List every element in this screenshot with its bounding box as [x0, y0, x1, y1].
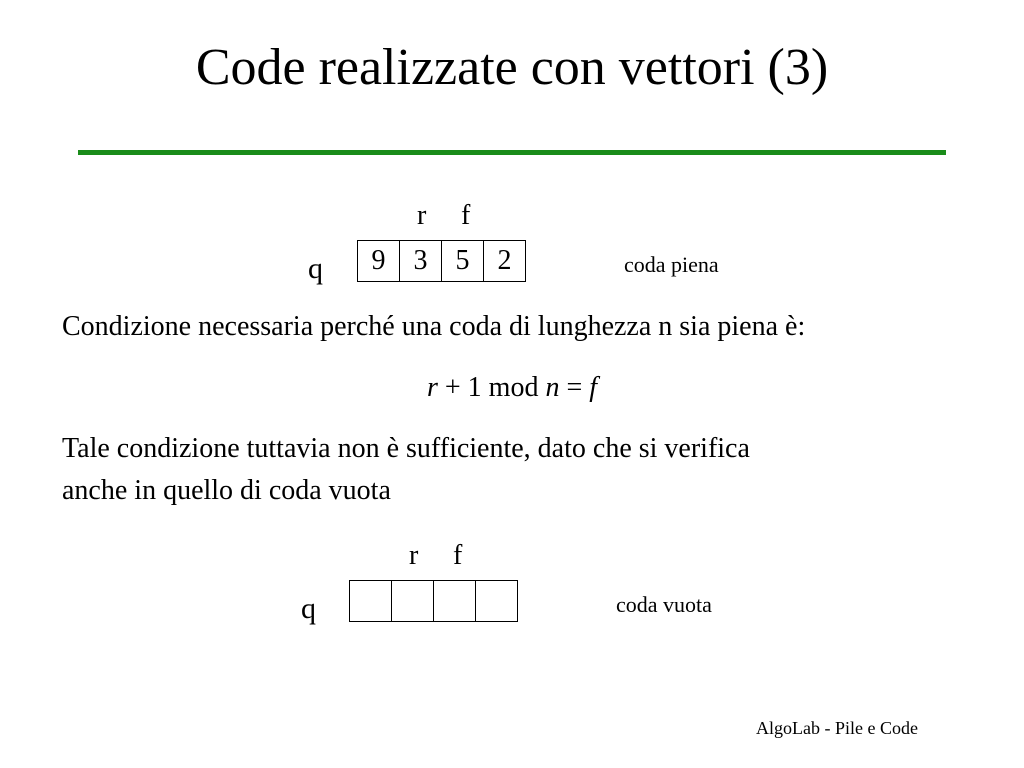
- condition-text: Condizione necessaria perché una coda di lunghezza n sia piena è:: [62, 311, 806, 342]
- array-cell: 9: [358, 241, 400, 281]
- slide-footer: AlgoLab - Pile e Code: [756, 718, 918, 738]
- slide-title: Code realizzate con vettori (3): [195, 39, 829, 96]
- formula-mod: + 1 mod: [437, 372, 546, 403]
- array-cell: 5: [442, 241, 484, 281]
- formula-var-n: n: [545, 372, 560, 403]
- formula-var-f: f: [589, 372, 598, 403]
- paragraph-line-1: Tale condizione tuttavia non è sufficiente, dato che si verifica: [62, 433, 750, 464]
- pointer-f-label: f: [461, 200, 471, 231]
- array-cell: [350, 581, 392, 621]
- pointer-r-label: r: [409, 540, 419, 571]
- queue-label: q: [301, 592, 316, 625]
- queue-label: q: [308, 252, 323, 285]
- array-cell: 2: [497, 245, 512, 276]
- formula-var-r: r: [426, 372, 438, 403]
- queue-array-full: [357, 240, 526, 282]
- pointer-r-label: r: [417, 200, 427, 231]
- title-divider: [78, 150, 946, 155]
- paragraph-line-2: anche in quello di coda vuota: [62, 475, 391, 506]
- pointer-f-label: f: [453, 540, 463, 571]
- empty-queue-caption: coda vuota: [616, 592, 712, 617]
- formula: [0, 371, 1024, 405]
- queue-array-empty: [349, 580, 518, 622]
- full-queue-caption: coda piena: [624, 252, 719, 277]
- formula-equals: =: [559, 372, 590, 403]
- array-cell: [434, 581, 476, 621]
- array-cell: [476, 581, 517, 621]
- array-cell: [392, 581, 434, 621]
- array-cell: 3: [400, 241, 442, 281]
